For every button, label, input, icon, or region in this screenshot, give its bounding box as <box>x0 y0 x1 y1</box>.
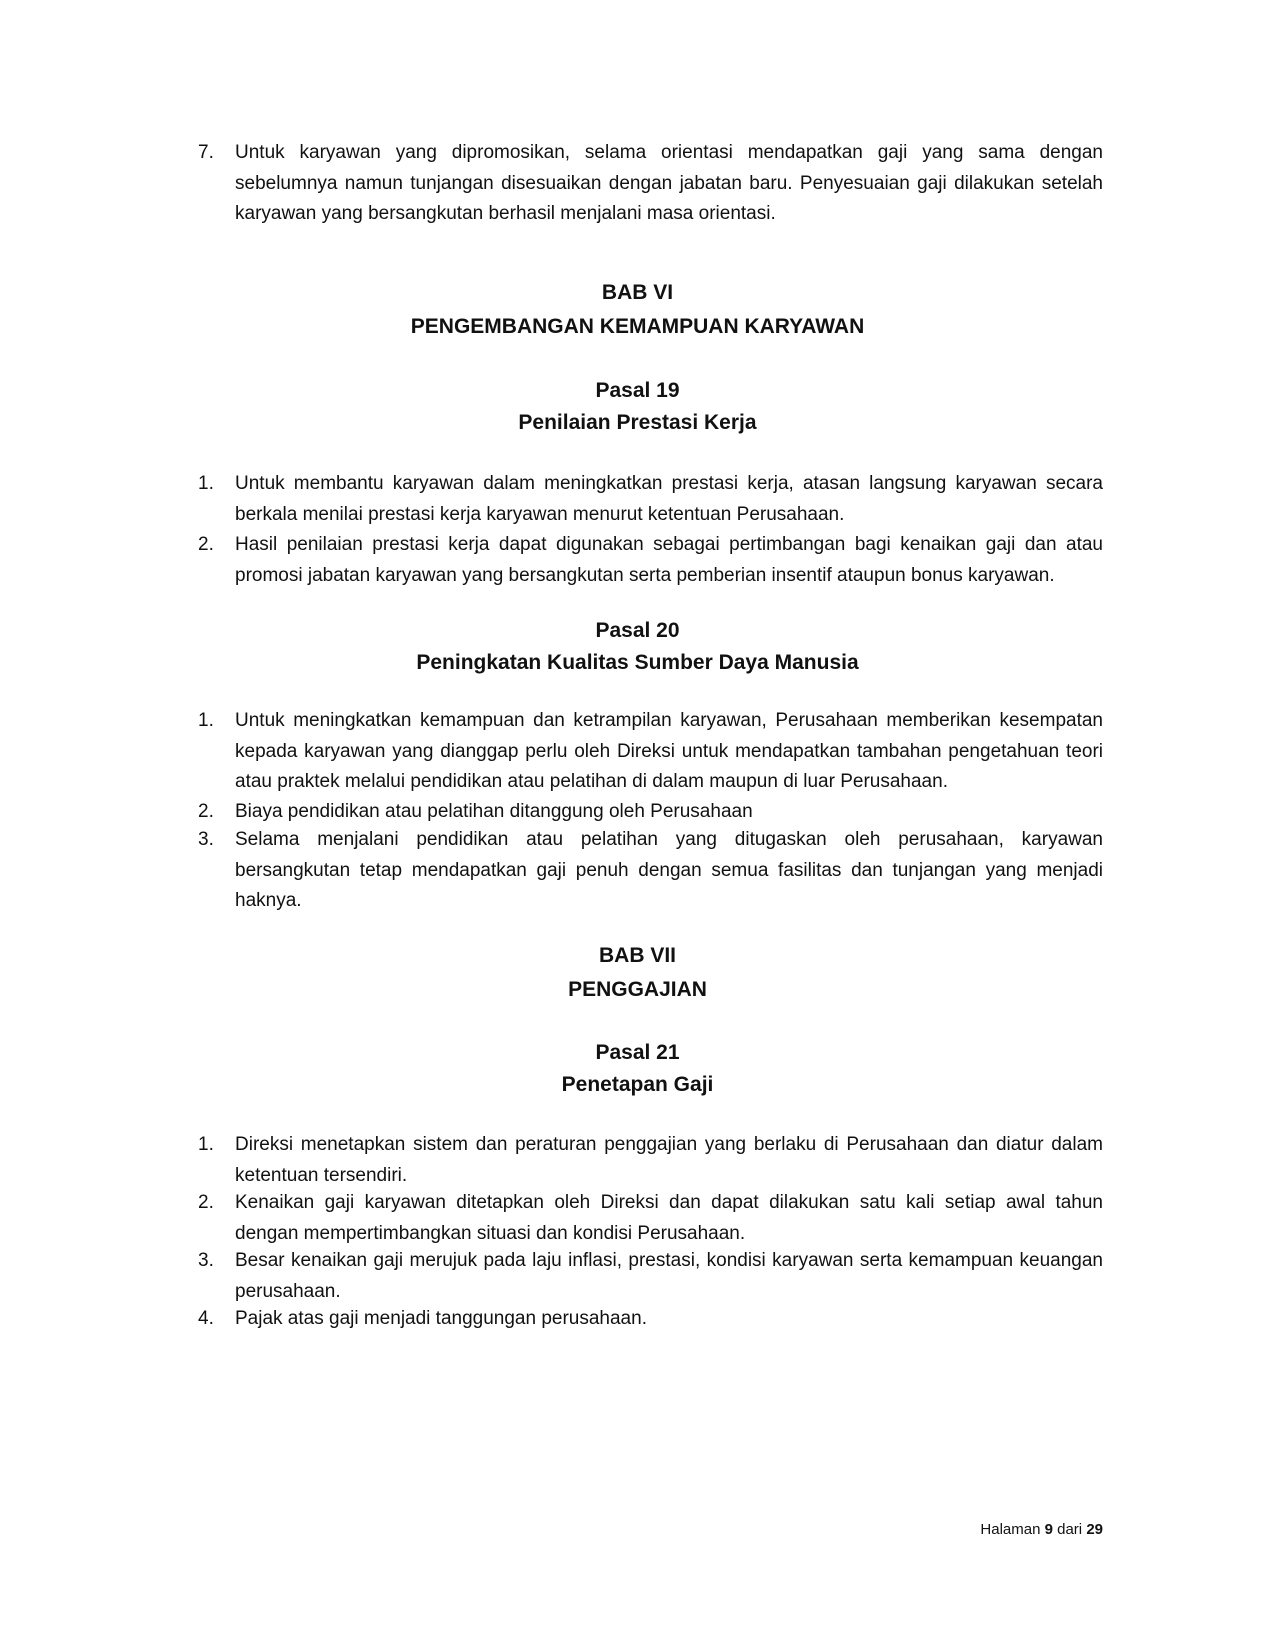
article-subtitle: Peningkatan Kualitas Sumber Daya Manusia <box>416 651 859 674</box>
list-text: Untuk karyawan yang dipromosikan, selama orientasi mendapatkan gaji yang sama dengan sebelumnya namun tunjangan disesuaikan dengan jabatan baru. Penyesuaian gaji dilakukan setelah karyawan yang bersangkutan berhasil menjalani masa orientasi. <box>235 142 1103 224</box>
article-subtitle: Penetapan Gaji <box>561 1073 714 1096</box>
list-number: 3. <box>198 829 214 850</box>
list-item <box>198 1130 1103 1191</box>
article-title: Pasal 20 <box>595 619 680 642</box>
list-text: Direksi menetapkan sistem dan peraturan penggajian yang berlaku di Perusahaan dan diatur dalam ketentuan tersendiri. <box>235 1134 1103 1186</box>
list-item <box>198 530 1103 591</box>
article-title: Pasal 21 <box>595 1041 680 1064</box>
list-text: Untuk membantu karyawan dalam meningkatkan prestasi kerja, atasan langsung karyawan secara berkala menilai prestasi kerja karyawan menurut ketentuan Perusahaan. <box>235 473 1103 525</box>
list-number: 1. <box>198 1134 214 1155</box>
footer-page-number: 9 <box>1044 1521 1053 1538</box>
footer-middle: dari <box>1057 1521 1083 1538</box>
list-item <box>198 1188 1103 1249</box>
list-number: 2. <box>198 801 214 822</box>
list-item <box>198 1246 1103 1307</box>
footer-prefix: Halaman <box>980 1521 1041 1538</box>
article-subtitle: Penilaian Prestasi Kerja <box>518 411 757 434</box>
list-text: Besar kenaikan gaji merujuk pada laju inflasi, prestasi, kondisi karyawan serta kemampuan keuangan perusahaan. <box>235 1250 1103 1302</box>
list-text: Pajak atas gaji menjadi tanggungan perusahaan. <box>235 1308 647 1329</box>
list-text: Selama menjalani pendidikan atau pelatihan yang ditugaskan oleh perusahaan, karyawan bersangkutan tetap mendapatkan gaji penuh dengan semua fasilitas dan tunjangan yang menjadi haknya. <box>235 829 1103 911</box>
list-item <box>198 138 1103 230</box>
list-number: 7. <box>198 142 214 163</box>
list-text: Untuk meningkatkan kemampuan dan ketrampilan karyawan, Perusahaan memberikan kesempatan kepada karyawan yang dianggap perlu oleh Direksi untuk mendapatkan tambahan pengetahuan teori atau praktek melalui pendidikan atau pelatihan di dalam maupun di luar Perusahaan. <box>235 710 1103 792</box>
list-number: 2. <box>198 534 214 555</box>
footer-total-pages: 29 <box>1086 1521 1103 1538</box>
list-number: 2. <box>198 1192 214 1213</box>
list-item <box>198 825 1103 917</box>
list-number: 4. <box>198 1308 214 1329</box>
chapter-title: BAB VII <box>598 944 676 967</box>
chapter-title: BAB VI <box>601 281 674 304</box>
list-text: Hasil penilaian prestasi kerja dapat digunakan sebagai pertimbangan bagi kenaikan gaji dan atau promosi jabatan karyawan yang bersangkutan serta pemberian insentif ataupun bonus karyawan. <box>235 534 1103 586</box>
page-footer <box>980 1520 1103 1540</box>
list-item <box>198 706 1103 798</box>
article-title: Pasal 19 <box>595 379 680 402</box>
list-text: Kenaikan gaji karyawan ditetapkan oleh Direksi dan dapat dilakukan satu kali setiap awal tahun dengan mempertimbangkan situasi dan kondisi Perusahaan. <box>235 1192 1103 1244</box>
list-number: 1. <box>198 710 214 731</box>
list-text: Biaya pendidikan atau pelatihan ditanggung oleh Perusahaan <box>235 801 753 822</box>
chapter-subtitle: PENGEMBANGAN KEMAMPUAN KARYAWAN <box>410 315 865 338</box>
list-item <box>198 797 1103 828</box>
list-item <box>198 469 1103 530</box>
list-number: 1. <box>198 473 214 494</box>
list-number: 3. <box>198 1250 214 1271</box>
list-item <box>198 1304 1103 1335</box>
chapter-subtitle: PENGGAJIAN <box>568 978 707 1001</box>
